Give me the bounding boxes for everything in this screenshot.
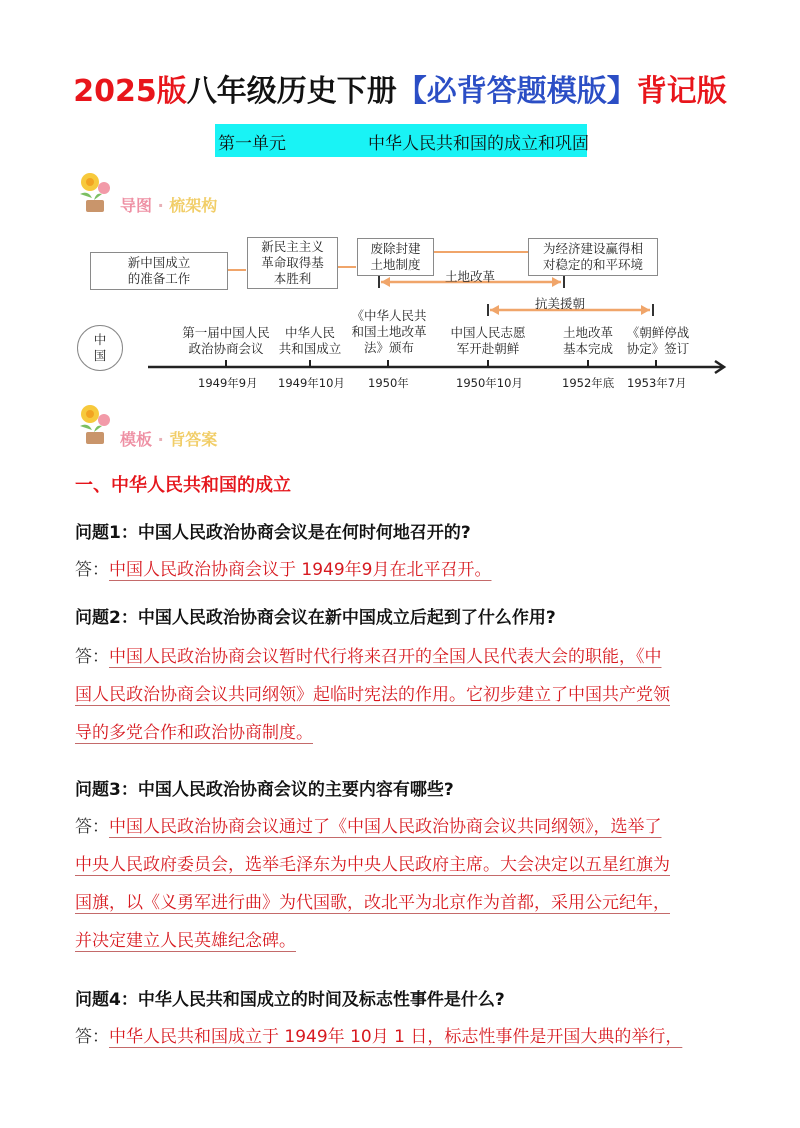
answer-3: 答：中国人民政治协商会议通过了《中国人民政治协商会议共同纲领》，选举了 中央人民政府委员会，选举毛泽东为中央人民政府主席。大会决定以五星红旗为 国旗，以《义勇军进行曲》为代国歌，改北平为北京作为首都，采用公元纪年， 并决定建立人民英雄纪念碑。 [75,817,670,951]
section-template-label: 模板 · 背答案 [120,430,218,449]
box-revolution-victory: 新民主主义 革命取得基 本胜利 [247,237,338,289]
year-1950-10: 1950年10月 [456,376,523,390]
china-circle: 中 国 [77,325,123,371]
event-land-law: 《中华人民共 和国土地改革 法》颁布 [351,308,427,355]
box-peaceful-environment: 为经济建设赢得相 对稳定的和平环境 [528,238,658,276]
box-abolish-feudal-land: 废除封建 土地制度 [357,238,434,276]
year-1952-end: 1952年底 [562,376,615,390]
title-edition: 背记版 [636,74,727,109]
span-korean-war: 抗美援朝 [535,296,586,311]
question-1: 问题1：中国人民政治协商会议是在何时何地召开的? [75,523,471,543]
flower-pot-icon [72,402,122,448]
answer-1: 答：中国人民政治协商会议于 1949年9月在北平召开。 [75,560,492,580]
unit-heading [218,129,589,154]
year-1950: 1950年 [368,376,409,390]
event-armistice: 《朝鲜停战 协定》签订 [626,325,690,356]
event-volunteers: 中国人民志愿 军开赴朝鲜 [450,325,526,356]
year-1949-10: 1949年10月 [278,376,345,390]
unit-label: 第一单元 [218,134,286,154]
event-prc-founded: 中华人民 共和国成立 [278,325,342,356]
question-4: 问题4：中华人民共和国成立的时间及标志性事件是什么? [75,990,505,1010]
event-land-reform-done: 土地改革 基本完成 [562,325,613,356]
timeline-diagram [70,230,740,400]
title-year: 2025版 [73,74,187,109]
document-title [0,66,800,110]
flower-pot-icon [72,170,122,216]
unit-name: 中华人民共和国的成立和巩固 [368,134,589,154]
title-template: 【必背答题模版】 [396,74,637,109]
event-cppcc: 第一届中国人民 政治协商会议 [182,325,270,356]
answer-4: 答：中华人民共和国成立于 1949年 10月 1 日，标志性事件是开国大典的举行， [75,1027,683,1047]
section-map-label: 导图 · 梳架构 [120,196,218,215]
year-1953-7: 1953年7月 [627,376,687,390]
question-2: 问题2：中国人民政治协商会议在新中国成立后起到了什么作用? [75,608,556,628]
answer-2: 答：中国人民政治协商会议暂时代行将来召开的全国人民代表大会的职能，《中 国人民政治协商会议共同纲领》起临时宪法的作用。它初步建立了中国共产党领 导的多党合作和政治协商制度。 [75,647,670,743]
box-preparation: 新中国成立 的准备工作 [90,252,228,290]
title-grade: 八年级历史下册 [186,74,397,109]
section-heading: 一、中华人民共和国的成立 [75,475,291,496]
question-3: 问题3：中国人民政治协商会议的主要内容有哪些? [75,780,454,800]
year-1949-9: 1949年9月 [198,376,258,390]
span-land-reform: 土地改革 [445,269,496,284]
